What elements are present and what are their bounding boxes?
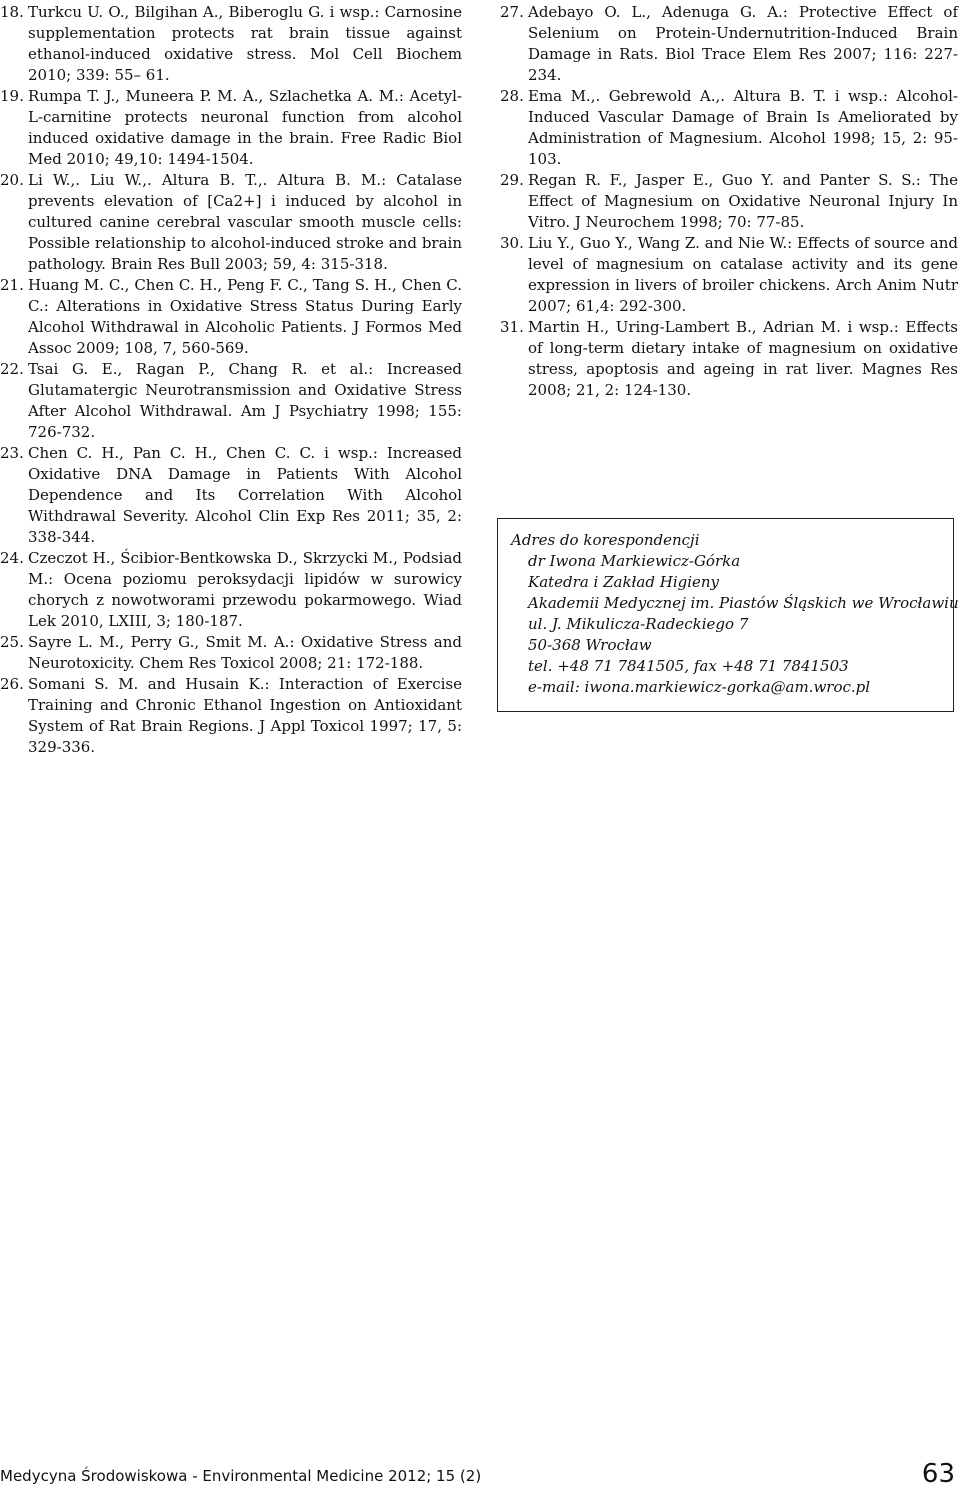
reference-item [500,86,958,170]
footer-journal-title: Medycyna Środowiskowa - Environmental Medicine 2012; 15 (2) [0,1467,482,1485]
correspondence-city: 50-368 Wrocław [528,636,652,654]
page-number: 63 [921,1459,955,1489]
reference-number: 27. [500,3,524,21]
reference-number: 28. [500,87,524,105]
references-right-column [500,2,958,401]
reference-text: Rumpa T. J., Muneera P. M. A., Szlachetka A. M.: Acetyl-L-carnitine protects neuronal function from alcohol induced oxidative damage in the brain. Free Radic Biol Med 2010; 49,10: 1494-1504. [28,87,462,168]
correspondence-box [497,518,959,712]
reference-text: Liu Y., Guo Y., Wang Z. and Nie W.: Effects of source and level of magnesium on catalase activity and its gene expression in livers of broiler chickens. Arch Anim Nutr 2007; 61,4: 292-300. [528,234,958,315]
reference-text: Tsai G. E., Ragan P., Chang R. et al.: Increased Glutamatergic Neurotransmission and Oxidative Stress After Alcohol Withdrawal. Am J Psychiatry 1998; 155: 726-732. [28,360,462,441]
correspondence-street: ul. J. Mikulicza-Radeckiego 7 [528,615,749,633]
references-left-column [0,2,462,758]
correspondence-phone: tel. +48 71 7841505, fax +48 71 7841503 [528,657,849,675]
reference-number: 25. [0,633,24,651]
reference-number: 29. [500,171,524,189]
reference-item [0,548,462,632]
reference-item [0,275,462,359]
reference-text: Huang M. C., Chen C. H., Peng F. C., Tang S. H., Chen C. C.: Alterations in Oxidative Stress Status During Early Alcohol Withdrawal in Alcoholic Patients. J Formos Med Assoc 2009; 108, 7, 560-569. [28,276,462,357]
reference-text: Ema M.,. Gebrewold A.,. Altura B. T. i wsp.: Alcohol-Induced Vascular Damage of Brain Is Ameliorated by Administration of Magnesium. Alcohol 1998; 15, 2: 95-103. [528,87,958,168]
reference-item [500,2,958,86]
reference-item [0,443,462,548]
reference-item [0,86,462,170]
reference-number: 20. [0,171,24,189]
reference-item [500,170,958,233]
reference-number: 30. [500,234,524,252]
reference-number: 31. [500,318,524,336]
reference-text: Chen C. H., Pan C. H., Chen C. C. i wsp.: Increased Oxidative DNA Damage in Patients With Alcohol Dependence and Its Correlation With Alcohol Withdrawal Severity. Alcohol Clin Exp Res 2011; 35, 2: 338-344. [28,444,462,546]
correspondence-institution: Akademii Medycznej im. Piastów Śląskich we Wrocławiu [528,594,959,612]
reference-text: Li W.,. Liu W.,. Altura B. T.,. Altura B. M.: Catalase prevents elevation of [Ca2+] i induced by alcohol in cultured canine cerebral vascular smooth muscle cells: Possible relationship to alcohol-induced stroke and brain pathology. Brain Res Bull 2003; 59, 4: 315-318. [28,171,462,273]
reference-text: Regan R. F., Jasper E., Guo Y. and Panter S. S.: The Effect of Magnesium on Oxidative Neuronal Injury In Vitro. J Neurochem 1998; 70: 77-85. [528,171,958,231]
reference-item [0,359,462,443]
reference-item [0,2,462,86]
reference-text: Turkcu U. O., Bilgihan A., Biberoglu G. i wsp.: Carnosine supplementation protects rat brain tissue against ethanol-induced oxidative stress. Mol Cell Biochem 2010; 339: 55– 61. [28,3,462,84]
correspondence-email: e-mail: iwona.markiewicz-gorka@am.wroc.pl [528,678,871,696]
reference-number: 26. [0,675,24,693]
correspondence-department: Katedra i Zakład Higieny [528,573,720,591]
reference-text: Sayre L. M., Perry G., Smit M. A.: Oxidative Stress and Neurotoxicity. Chem Res Toxicol 2008; 21: 172-188. [28,633,462,672]
reference-item [0,674,462,758]
reference-number: 23. [0,444,24,462]
reference-text: Adebayo O. L., Adenuga G. A.: Protective Effect of Selenium on Protein-Undernutrition-Induced Brain Damage in Rats. Biol Trace Elem Res 2007; 116: 227-234. [528,3,958,84]
reference-item [500,317,958,401]
correspondence-heading: Adres do korespondencji [511,531,700,549]
reference-item [0,632,462,674]
reference-text: Somani S. M. and Husain K.: Interaction of Exercise Training and Chronic Ethanol Ingestion on Antioxidant System of Rat Brain Regions. J Appl Toxicol 1997; 17, 5: 329-336. [28,675,462,756]
reference-number: 24. [0,549,24,567]
reference-number: 19. [0,87,24,105]
reference-item [500,233,958,317]
reference-text: Czeczot H., Ścibior-Bentkowska D., Skrzycki M., Podsiad M.: Ocena poziomu peroksydacji lipidów w surowicy chorych z nowotworami przewodu pokarmowego. Wiad Lek 2010, LXIII, 3; 180-187. [28,549,462,630]
reference-number: 22. [0,360,24,378]
reference-number: 21. [0,276,24,294]
correspondence-name: dr Iwona Markiewicz-Górka [528,552,741,570]
reference-item [0,170,462,275]
reference-text: Martin H., Uring-Lambert B., Adrian M. i wsp.: Effects of long-term dietary intake of magnesium on oxidative stress, apoptosis and ageing in rat liver. Magnes Res 2008; 21, 2: 124-130. [528,318,958,399]
reference-number: 18. [0,3,24,21]
